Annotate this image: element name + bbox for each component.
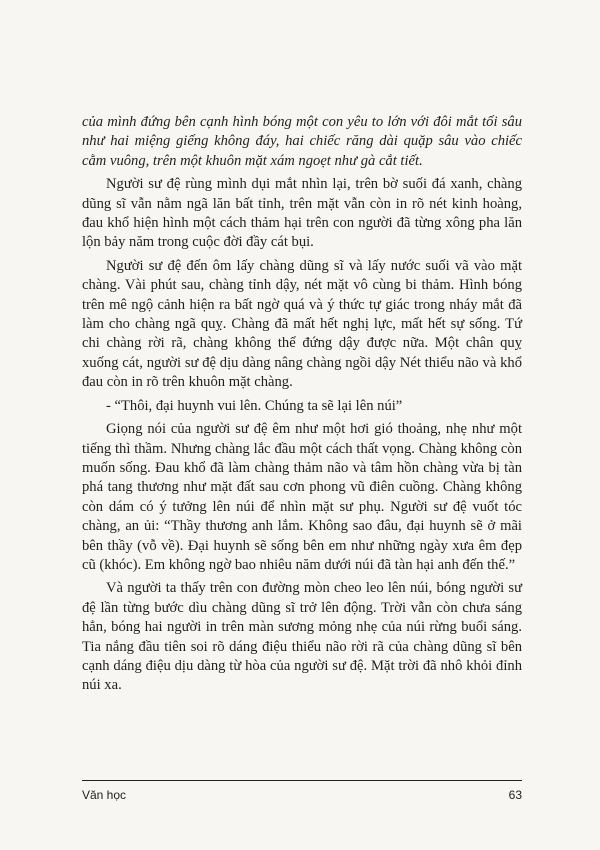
paragraph: Và người ta thấy trên con đường mòn cheo leo lên núi, bóng người sư đệ lần từng bước dìu chàng dũng sĩ trở lên động. Trời vẫn còn chưa sáng hẳn, bóng hai người in trên màn sương mỏng nhẹ của núi rừng buổi sáng. Tia nắng đầu tiên soi rõ dáng điệu thiểu não rời rã của chàng dũng sĩ bên cạnh dáng điệu dịu dàng từ hòa của người sư đệ. Mặt trời đã nhô khỏi đỉnh núi xa. [82, 580, 522, 694]
body-text [82, 113, 522, 700]
footer-divider [82, 780, 522, 781]
page-number: 63 [508, 788, 522, 802]
footer-section-title: Văn học [82, 788, 127, 802]
paragraph: Người sư đệ đến ôm lấy chàng dũng sĩ và lấy nước suối vã vào mặt chàng. Vài phút sau, chàng tỉnh dậy, nét mặt vô cùng bi thảm. Hình bóng trên mê ngộ cảnh hiện ra bất ngờ quá và ý thức tự giác trong nháy mắt đã làm cho chàng ngã quỵ. Chàng đã mất hết nghị lực, mất hết sự sống. Tứ chi chàng rời rã, chàng không thể đứng dậy được nữa. Một chân quỵ xuống cát, người sư đệ dịu dàng nâng chàng ngồi dậy Nét thiểu não và khổ đau còn in rõ trên khuôn mặt chàng. [82, 257, 522, 391]
paragraph: Giọng nói của người sư đệ êm như một hơi gió thoảng, nhẹ như một tiếng thì thầm. Nhưng chàng lắc đầu một cách thất vọng. Chàng không còn muốn sống. Đau khổ đã làm chàng thảm não và tâm hồn chàng vừa bị tàn phá tang thương như mặt đất sau cơn phong vũ điên cuồng. Chàng không còn dám có ý tưởng lên núi để nhìn mặt sư phụ. Người sư đệ vuốt tóc chàng, an ủi: “Thầy thương anh lắm. Không sao đâu, đại huynh sẽ ở mãi bên thầy (vỗ về). Đại huynh sẽ sống bên em như những ngày xưa êm đẹp cũ (khóc). Em không ngờ bao nhiêu năm dưới núi đã tàn hại anh đến thế.” [82, 421, 522, 573]
paragraph-continuation: của mình đứng bên cạnh hình bóng một con yêu to lớn với đôi mắt tối sâu như hai miệng giếng không đáy, hai chiếc răng dài quặp sâu vào chiếc cằm vuông, trên một khuôn mặt xám ngoẹt như gà cắt tiết. [82, 114, 522, 169]
paragraph: Người sư đệ rùng mình dụi mắt nhìn lại, trên bờ suối đá xanh, chàng dũng sĩ vẫn nằm ngã lăn bất tỉnh, trên mặt vẫn còn in rõ nét kinh hoàng, đau khổ hiện hình một cách thảm hại trên con người đã từng xông pha lăn lộn bảy năm trong cuộc đời đầy cát bụi. [82, 176, 522, 251]
dialogue-line: - “Thôi, đại huynh vui lên. Chúng ta sẽ lại lên núi” [106, 397, 403, 414]
